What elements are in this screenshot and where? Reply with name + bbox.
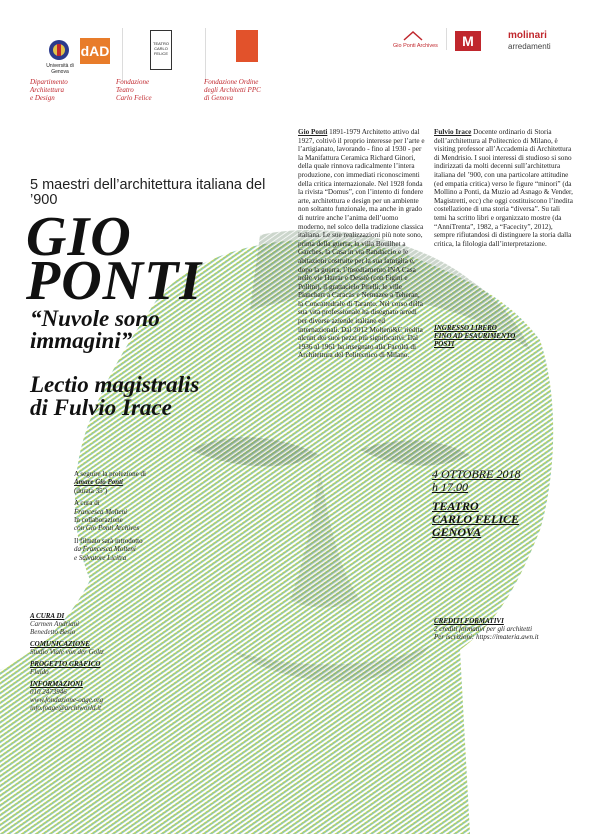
screening-line: In collaborazione	[74, 516, 123, 525]
carlo-felice-logo: TEATRO CARLO FELICE	[150, 30, 172, 70]
series-subtitle: 5 maestri dell’architettura italiana del ’900	[30, 177, 266, 208]
gio-ponti-archives-icon	[402, 30, 424, 42]
unige-mark: Università di Genova	[46, 63, 74, 75]
ingresso-line1: INGRESSO LIBERO	[434, 324, 497, 332]
credits-label: CREDITI FORMATIVI	[434, 617, 504, 625]
gio-ponti-archives-mark: Gio Ponti Archives	[393, 43, 438, 49]
screening-line: Il filmato sarà introdotto	[74, 536, 143, 545]
ingresso-line2: FINO AD ESAURIMENTO	[434, 332, 516, 340]
event-venue1: TEATRO	[432, 499, 479, 513]
header-divider	[122, 28, 123, 82]
title-line1: GIO	[26, 206, 132, 268]
event-block	[432, 468, 520, 539]
staff-email-link[interactable]: info.foage@archiworld.it	[30, 704, 102, 712]
staff-website-link[interactable]: www.fondazione-oage.org	[30, 696, 104, 704]
lectio-line2: di Fulvio Irace	[30, 395, 172, 420]
ordine-logo-icon	[236, 30, 258, 62]
event-city: GENOVA	[432, 525, 482, 539]
staff-line: Studio Viale von der Goltz	[30, 648, 104, 656]
credits-url[interactable]: Per iscrizioni: https://imateria.awn.it	[434, 633, 539, 641]
staff-com-label: COMUNICAZIONE	[30, 640, 90, 648]
unige-caption: Dipartimento Architettura e Design	[30, 78, 68, 102]
staff-line: Fluido	[30, 668, 49, 676]
staff-info-label: INFORMAZIONI	[30, 680, 83, 688]
ingresso-block	[434, 324, 574, 348]
molinari-word: molinari	[508, 30, 547, 41]
staff-block	[30, 612, 190, 712]
credits-line: 2 crediti formativi per gli architetti	[434, 625, 533, 633]
event-time: h 17.00	[432, 480, 468, 494]
screening-line: Francesca Molteni	[74, 507, 128, 516]
lectio-line1: Lectio magistralis	[30, 372, 200, 397]
header-divider	[446, 28, 447, 50]
ordine-caption: Fondazione Ordine degli Architetti PPC di Genova	[204, 78, 261, 102]
ingresso-line3: POSTI	[434, 340, 455, 348]
molinari-logo: M	[455, 31, 481, 51]
quote-line2: immagini”	[30, 328, 133, 353]
staff-cura-label: A CURA DI	[30, 612, 65, 620]
unige-crest-icon	[47, 38, 71, 62]
staff-line: Benedetto Besio	[30, 628, 76, 636]
carlo-felice-caption: Fondazione Teatro Carlo Felice	[116, 78, 152, 102]
staff-phone: 010 2473946	[30, 688, 67, 696]
quote-line1: “Nuvole sono	[30, 306, 160, 331]
staff-line: Carmen Andriani	[30, 620, 80, 628]
molinari-word2: arredamenti	[508, 42, 551, 51]
irace-bio	[434, 128, 574, 248]
staff-grafico-label: PROGETTO GRAFICO	[30, 660, 101, 668]
credits-block	[434, 617, 584, 641]
screening-info	[74, 470, 234, 562]
title-line2: PONTI	[26, 250, 203, 312]
ponti-bio-name: Gio Ponti	[298, 128, 328, 136]
screening-film-title: Amare Gio Ponti	[74, 478, 124, 487]
irace-bio-text: Docente ordinario di Storia dell’architettura al Politecnico di Milano, è visiting professor all’Accademia di Architettura di Mendrisio. I suoi interessi di studioso si sono indirizzati da molti decenni sull’architettura italiana del ’900, con una particolare attitudine (ed empatia critica) verso le figure “minori” (da Mollino a Ponti, da Muzio ad Asnago & Vender, Magistretti, ecc) che oggi costituiscono l’inedita costellazione di una storia “diversa”. Su tali temi ha scritto libri e organizzato mostre (da “AnniTrenta”, 1982, a “Facecity”, 2012), sempre rifiutandosi di distinguere la storia dalla critica, la filologia dall’interpretazione.	[434, 128, 573, 248]
screening-line: da Francesca Molteni	[74, 545, 136, 554]
screening-line: e Salvatore Licitra	[74, 553, 127, 562]
event-venue2: CARLO FELICE	[432, 512, 520, 526]
screening-line: A cura di	[74, 499, 100, 508]
ponti-bio-text: 1891-1979 Architetto attivo dal 1927, coltivò il proprio interesse per l’arte e l’artigianato, lavorando - fino al 1930 - per la Manifattura Ceramica Richard Ginori, della quale rinnova radicalmente l’intera produzione, con immediati riconoscimenti della critica internazionale. Nel 1928 fonda la rivista “Domus”, con l’intento di fondere arte, architettura e design per un ambiente non soltanto funzionale, ma anche in grado di nutrire anche l’anima dell’uomo moderno, nel solco della tradizione classica italiana. Le sue realizzazioni più note sono, prima della guerra, la villa Bouilhet a Garches, la Casa in via Randaccio e le abitazioni costruite per la sua famiglia e, dopo la guerra, l’insediamento INA Casa nelle vie Harrar e Dessiè (con Figini e Pollini), il grattacielo Pirelli, le ville Planchart a Caracas e Nemazee a Teheran, la Concattedrale di Taranto. Nel corso della sua vita professionale ha disegnato arredi per diverse aziende italiane ed internazionali. Dal 2012 Molteni&C riedita alcuni dei suoi pezzi più significativi. Dal 1936 al 1961 ha insegnato alla Facoltà di Architettura del Politecnico di Milano.	[298, 128, 425, 360]
screening-line: con Gio Ponti Archives	[74, 524, 140, 533]
ponti-bio	[298, 128, 426, 360]
dad-logo: dAD	[80, 38, 110, 64]
event-date: 4 OTTOBRE 2018	[432, 467, 521, 481]
irace-bio-name: Fulvio Irace	[434, 128, 472, 136]
screening-line: A seguire la proiezione di	[74, 470, 146, 478]
header-divider	[205, 28, 206, 82]
header-logos	[0, 0, 590, 112]
screening-line: (durata 35’)	[74, 486, 108, 495]
